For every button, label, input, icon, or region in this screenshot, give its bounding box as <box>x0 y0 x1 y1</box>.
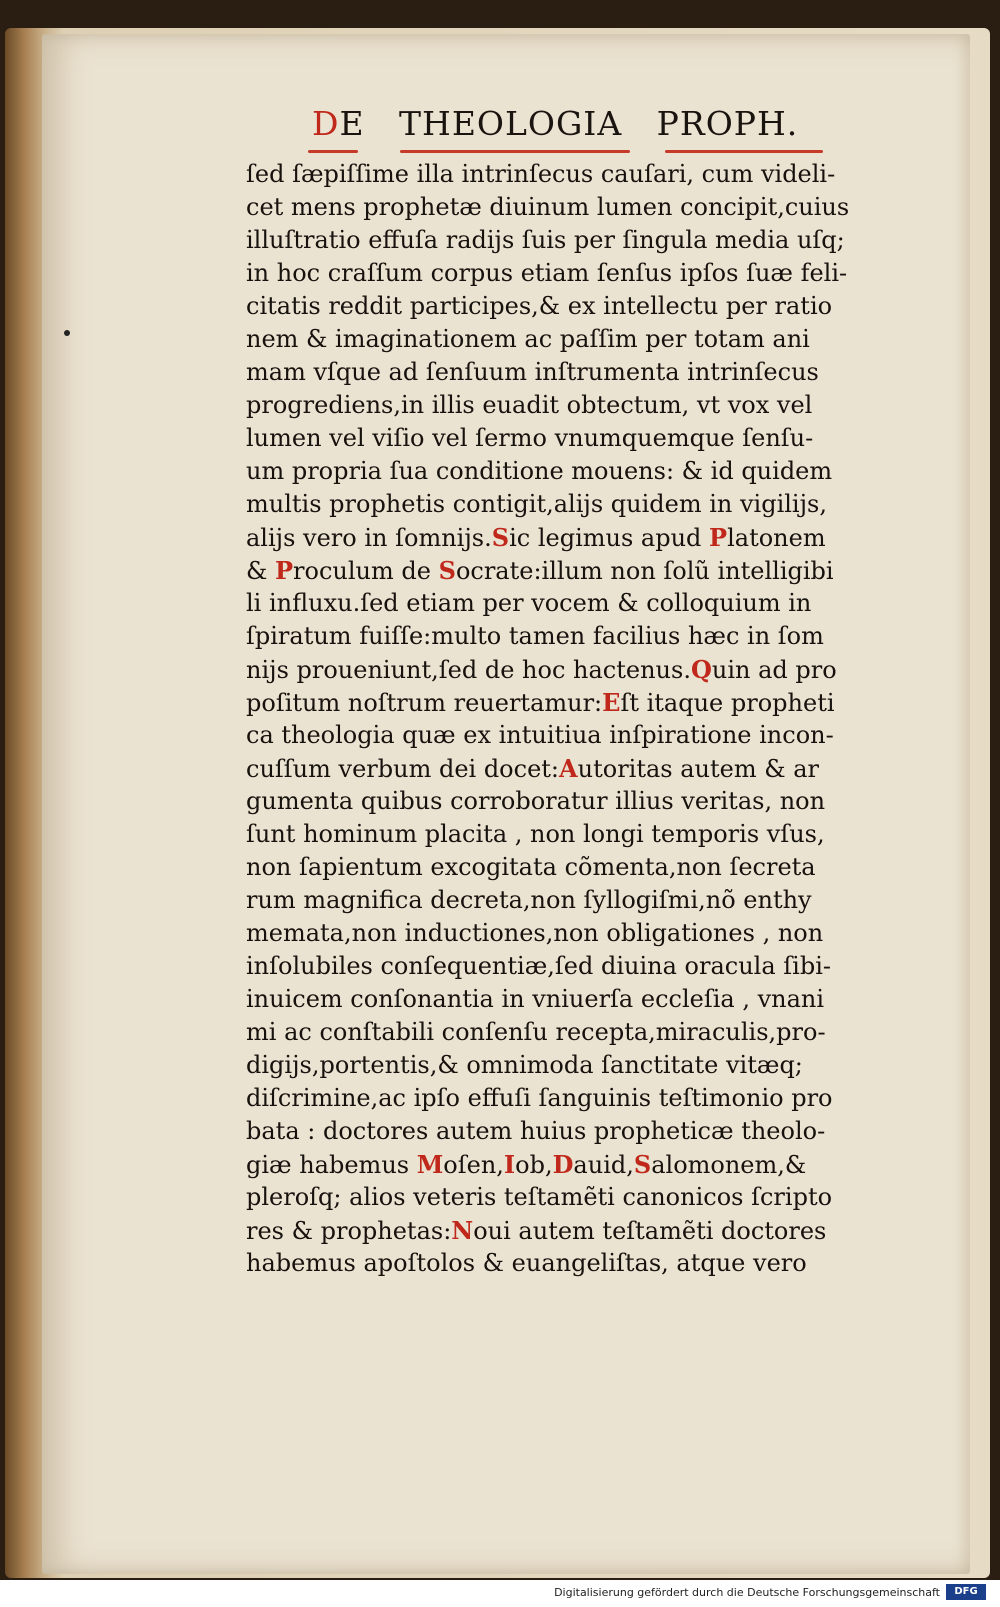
text-segment: cet mens prophetæ diuinum lumen concipit,cuius <box>246 193 850 221</box>
running-head-underline-2 <box>400 150 630 153</box>
text-segment: ob, <box>515 1151 553 1179</box>
text-line <box>246 752 926 785</box>
running-head <box>312 104 852 148</box>
text-segment: ſpiratum fuiſſe:multo tamen facilius hæc in ſom <box>246 622 824 650</box>
text-line <box>246 521 926 554</box>
text-segment: cuſſum verbum dei docet: <box>246 755 560 783</box>
text-line <box>246 1082 926 1115</box>
text-segment: ca theologia quæ ex intuitiua inſpiratione incon- <box>246 721 834 749</box>
text-segment: res & prophetas: <box>246 1217 452 1245</box>
text-line <box>246 422 926 455</box>
rubricated-initial: Q <box>690 655 712 684</box>
text-line <box>246 1016 926 1049</box>
text-segment: nem & imaginationem ac paſſim per totam ani <box>246 325 810 353</box>
rubricated-initial: D <box>552 1150 574 1179</box>
text-segment: li influxu.ſed etiam per vocem & colloquium in <box>246 589 812 617</box>
text-line <box>246 554 926 587</box>
text-segment: nijs proueniunt,ſed de hoc hactenus. <box>246 656 691 684</box>
text-segment: mi ac conſtabili conſenſu recepta,miraculis,pro- <box>246 1018 826 1046</box>
text-segment: giæ habemus <box>246 1151 417 1179</box>
rubricated-initial: P <box>709 523 728 552</box>
text-line <box>246 356 926 389</box>
text-line <box>246 455 926 488</box>
text-segment: alijs vero in ſomnijs. <box>246 524 492 552</box>
rubricated-initial: A <box>559 754 578 783</box>
text-segment: ocrate:illum non ſolũ intelligibi <box>455 557 834 585</box>
text-line <box>246 191 926 224</box>
text-segment: rum magnifica decreta,non ſyllogiſmi,nõ enthy <box>246 886 812 914</box>
page-spot <box>64 330 70 336</box>
rubricated-initial: M <box>416 1150 444 1179</box>
text-segment: memata,non inductiones,non obligationes , non <box>246 919 824 947</box>
dfg-logo: DFG <box>946 1584 986 1600</box>
text-line <box>246 1115 926 1148</box>
footer-credit: Digitalisierung gefördert durch die Deutsche Forschungsgemeinschaft <box>554 1586 940 1599</box>
text-line <box>246 1148 926 1181</box>
rubricated-initial: N <box>451 1216 474 1245</box>
running-head-word3: PROPH. <box>656 104 799 143</box>
text-segment: ſed ſæpiſſime illa intrinſecus cauſari, cum videli- <box>246 160 836 188</box>
text-segment: inuicem conſonantia in vniuerſa eccleſia , vnani <box>246 985 825 1013</box>
text-line <box>246 884 926 917</box>
text-line <box>246 224 926 257</box>
text-segment: multis prophetis contigit,alijs quidem in vigilijs, <box>246 490 827 518</box>
text-segment: inſolubiles conſequentiæ,ſed diuina oracula ſibi- <box>246 952 831 980</box>
text-segment: non ſapientum excogitata cõmenta,non ſecreta <box>246 853 816 881</box>
text-line <box>246 587 926 620</box>
text-segment: auid, <box>573 1151 634 1179</box>
rubricated-initial: S <box>633 1150 652 1179</box>
rubricated-initial: P <box>275 556 294 585</box>
text-segment: digijs,portentis,& omnimoda ſanctitate vitæq; <box>246 1051 803 1079</box>
text-segment: citatis reddit participes,& ex intellectu per ratio <box>246 292 833 320</box>
text-line <box>246 620 926 653</box>
text-segment: habemus apoſtolos & euangeliſtas, atque vero <box>246 1249 807 1277</box>
text-segment: pleroſq; alios veteris teſtamẽti canonicos ſcripto <box>246 1183 833 1211</box>
text-segment: & <box>246 557 275 585</box>
text-line <box>246 323 926 356</box>
text-line <box>246 917 926 950</box>
text-segment: gumenta quibus corroboratur illius veritas, non <box>246 787 826 815</box>
rubricated-initial: S <box>438 556 456 585</box>
text-segment: illuſtratio effuſa radijs ſuis per ſingula media uſq; <box>246 226 845 254</box>
text-line <box>246 686 926 719</box>
text-segment: in hoc craſſum corpus etiam ſenſus ipſos ſuæ feli- <box>246 259 848 287</box>
text-segment: um propria ſua conditione mouens: & id quidem <box>246 457 833 485</box>
text-line <box>246 785 926 818</box>
text-segment: alomonem,& <box>651 1151 807 1179</box>
text-segment: utoritas autem & ar <box>577 755 820 783</box>
text-line <box>246 719 926 752</box>
rubricated-initial: E <box>602 688 621 717</box>
body-text <box>246 158 926 1280</box>
footer-bar <box>0 1580 1000 1607</box>
running-head-underline-1 <box>308 150 358 153</box>
text-line <box>246 653 926 686</box>
text-segment: oui autem teſtamẽti doctores <box>473 1217 827 1245</box>
text-line <box>246 290 926 323</box>
text-line <box>246 488 926 521</box>
rubricated-initial: S <box>491 523 510 552</box>
text-segment: ſunt hominum placita , non longi temporis vſus, <box>246 820 825 848</box>
text-segment: ſt itaque propheti <box>620 689 835 717</box>
text-line <box>246 1181 926 1214</box>
text-segment: lumen vel viſio vel ſermo vnumquemque ſenſu- <box>246 424 814 452</box>
running-head-word1-rest: E <box>339 104 365 143</box>
text-line <box>246 983 926 1016</box>
text-segment: progrediens,in illis euadit obtectum, vt vox vel <box>246 391 813 419</box>
text-line <box>246 389 926 422</box>
text-segment: poſitum noſtrum reuertamur: <box>246 689 603 717</box>
text-line <box>246 257 926 290</box>
text-segment: bata : doctores autem huius propheticæ theolo- <box>246 1117 826 1145</box>
text-line <box>246 1049 926 1082</box>
text-line <box>246 818 926 851</box>
text-line <box>246 950 926 983</box>
text-segment: diſcrimine,ac ipſo effuſi ſanguinis teſtimonio pro <box>246 1084 833 1112</box>
text-segment: uin ad pro <box>711 656 837 684</box>
text-segment: roculum de <box>293 557 439 585</box>
text-line <box>246 1214 926 1247</box>
text-line <box>246 158 926 191</box>
running-head-underline-3 <box>665 150 823 153</box>
text-line <box>246 851 926 884</box>
text-line <box>246 1247 926 1280</box>
rubricated-initial: I <box>503 1150 516 1179</box>
text-segment: latonem <box>727 524 826 552</box>
text-segment: ic legimus apud <box>509 524 710 552</box>
running-head-word2: THEOLOGIA <box>399 104 623 143</box>
running-head-initial: D <box>312 104 340 143</box>
text-segment: oſen, <box>443 1151 504 1179</box>
text-segment: mam vſque ad ſenſuum inſtrumenta intrinſecus <box>246 358 819 386</box>
